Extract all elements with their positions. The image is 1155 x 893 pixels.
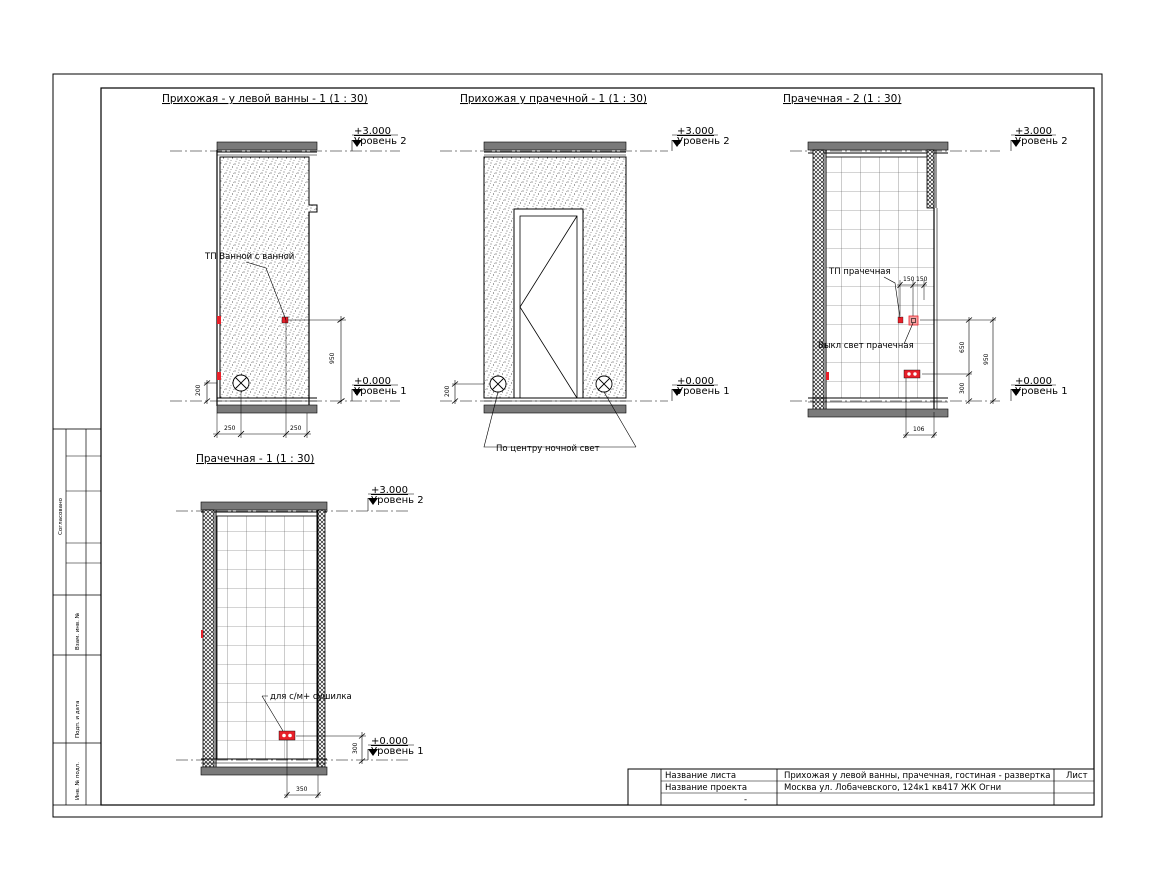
project-name-value: Москва ул. Лобачевского, 124к1 кв417 ЖК Огни [784, 783, 1002, 793]
view4-dim-350: 350 [296, 786, 308, 793]
sheet-name-label: Название листа [665, 771, 737, 781]
view3-level-bottom-name: Уровень 1 [1015, 386, 1068, 397]
view1-dim-250-left: 250 [224, 425, 236, 432]
view3-level-bottom-value: +0.000 [1015, 376, 1053, 387]
view4-dim-300: 300 [352, 742, 359, 754]
view2-level-top-name: Уровень 2 [677, 136, 730, 147]
view4-note-dryer: для с/м+ сушилка [270, 692, 352, 702]
view2-title: Прихожая у прачечной - 1 (1 : 30) [460, 93, 647, 105]
view2-dim-200: 200 [444, 385, 451, 397]
view3-level-top-value: +3.000 [1015, 126, 1053, 137]
project-name-label: Название проекта [665, 783, 748, 793]
view-hallway-laundry [440, 93, 730, 454]
stamp-agreed: Согласовано [58, 498, 64, 535]
view3-dim-650: 650 [959, 341, 966, 353]
stamp-replaced-inv: Взам. инв. № [75, 612, 81, 650]
view4-title: Прачечная - 1 (1 : 30) [196, 453, 315, 465]
view3-dim-300: 300 [959, 382, 966, 394]
stamp-inv-no: Инв. № подл. [75, 762, 81, 800]
view2-level-top-value: +3.000 [677, 126, 715, 137]
view4-level-bottom-value: +0.000 [371, 736, 409, 747]
view2-level-bottom-name: Уровень 1 [677, 386, 730, 397]
view1-dim-250-right: 250 [290, 425, 302, 432]
view3-note-switch: Выкл свет прачечная [818, 341, 914, 351]
sheet-name-value: Прихожая у левой ванны, прачечная, гостиная - развертка [784, 771, 1051, 781]
view2-note-night-light: По центру ночной свет [496, 444, 600, 454]
view1-level-bottom-value: +0.000 [354, 376, 392, 387]
view3-level-top-name: Уровень 2 [1015, 136, 1068, 147]
sheet-number-label: Лист [1066, 771, 1088, 781]
view-hallway-left-bath [162, 93, 407, 438]
view-laundry-1 [176, 453, 424, 798]
view4-level-bottom-name: Уровень 1 [371, 746, 424, 757]
view1-dim-950: 950 [329, 352, 336, 364]
view4-level-top-name: Уровень 2 [371, 495, 424, 506]
view3-title: Прачечная - 2 (1 : 30) [783, 93, 902, 105]
title-block [628, 769, 1094, 805]
side-stamp [53, 429, 101, 805]
view3-dim-950: 950 [983, 353, 990, 365]
view1-title: Прихожая - у левой ванны - 1 (1 : 30) [162, 93, 368, 105]
view1-level-top-name: Уровень 2 [354, 136, 407, 147]
view4-level-top-value: +3.000 [371, 485, 409, 496]
view1-level-bottom-name: Уровень 1 [354, 386, 407, 397]
view1-level-top-value: +3.000 [354, 126, 392, 137]
view-laundry-2 [783, 93, 1068, 438]
view3-dim-106: 106 [913, 426, 925, 433]
view1-dim-200: 200 [195, 384, 202, 396]
title-block-dash: - [744, 795, 748, 805]
view3-dim-150-b: 150 [916, 276, 928, 283]
view3-dim-150-a: 150 [903, 276, 915, 283]
view2-level-bottom-value: +0.000 [677, 376, 715, 387]
view3-note-tp: ТП прачечная [829, 267, 891, 277]
stamp-sign-date: Подп. и дата [75, 700, 81, 738]
view1-note-tp: ТП Ванной с ванной [205, 252, 295, 262]
